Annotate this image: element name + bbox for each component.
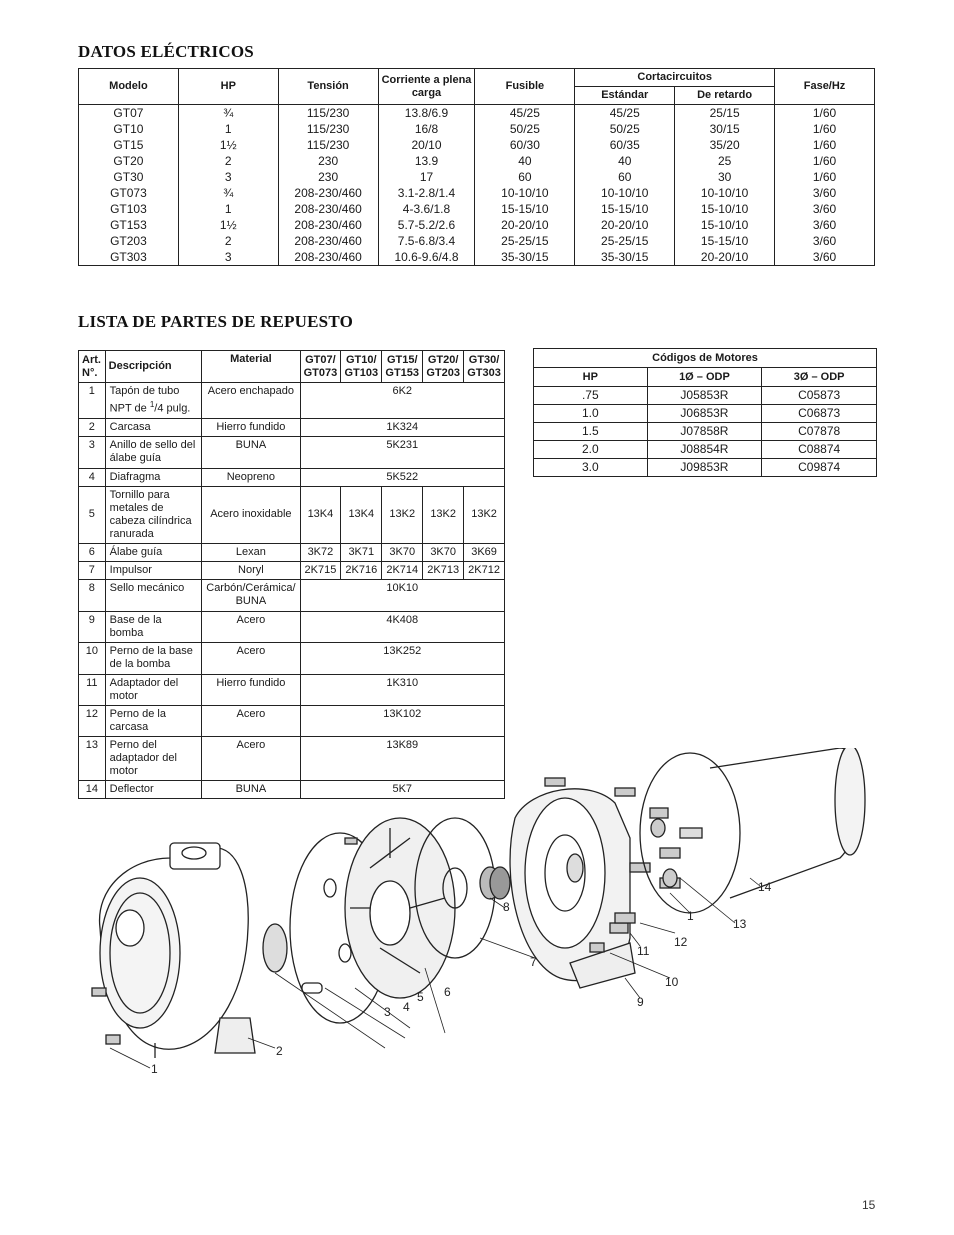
cell: Perno de la carcasa [105,705,202,736]
cell: 15-15/10 [575,201,675,217]
cell: Neopreno [202,468,300,486]
cell: J07858R [647,423,762,441]
cell: Deflector [105,780,202,798]
cell: Hierro fundido [202,674,300,705]
table-row [534,387,877,405]
col-header-hp: HP [178,69,278,105]
cell: C06873 [762,405,877,423]
cell: J06853R [647,405,762,423]
cell: Lexan [202,543,300,561]
cell: 13.9 [378,153,475,169]
cell: 3K69 [464,543,505,561]
cell: 13K102 [300,705,504,736]
cell: 208-230/460 [278,233,378,249]
cell: 17 [378,169,475,185]
cell: 8 [79,579,106,611]
cell: 25/15 [675,105,775,122]
table-row [79,674,505,705]
cell: 1K310 [300,674,504,705]
cell: 3/60 [775,233,875,249]
cell: GT153 [79,217,179,233]
cell: C09874 [762,459,877,477]
callout-14: 14 [758,880,772,894]
parts-list-title: LISTA DE PARTES DE REPUESTO [78,312,353,331]
table-row [534,459,877,477]
table-row [79,249,875,266]
cell: 1 [178,201,278,217]
table-row [79,486,505,543]
cell: 1/60 [775,105,875,122]
cell: Acero enchapado [202,383,300,419]
cell: C07878 [762,423,877,441]
cell: 40 [475,153,575,169]
cell: 4-3.6/1.8 [378,201,475,217]
callout-2: 2 [276,1044,283,1058]
cell: BUNA [202,780,300,798]
cell: 50/25 [575,121,675,137]
callout-1-bolt: 1 [687,909,694,923]
cell: 13 [79,736,106,780]
cell: 35-30/15 [475,249,575,266]
cell: 11 [79,674,106,705]
cell: 1 [79,383,106,419]
cell: 60/35 [575,137,675,153]
motor-codes-table [533,348,877,477]
cell: Acero [202,642,300,674]
cell: Impulsor [105,561,202,579]
col-header-gt15: GT15/ GT153 [382,351,423,383]
cell: 2 [79,418,106,436]
cell: 45/25 [575,105,675,122]
cell: 3/60 [775,249,875,266]
table-row [79,611,505,642]
col-header-phase-hz: Fase/Hz [775,69,875,105]
mechanical-seal-part [480,867,510,899]
cell: 3.0 [534,459,648,477]
cell: 10.6-9.6/4.8 [378,249,475,266]
cell: 1.5 [534,423,648,441]
col-header-model: Modelo [79,69,179,105]
cell: 30 [675,169,775,185]
cell: GT20 [79,153,179,169]
table-row [79,217,875,233]
col-header-single-phase: 1Ø – ODP [647,368,762,387]
cell: 7.5-6.8/3.4 [378,233,475,249]
cell: 13K4 [341,486,382,543]
cell: 60 [475,169,575,185]
col-header-fuse: Fusible [475,69,575,105]
cell: 1½ [178,217,278,233]
callout-1: 1 [151,1062,158,1076]
cell: 2K715 [300,561,341,579]
cell: 2.0 [534,441,648,459]
cell: 5K522 [300,468,504,486]
callout-5: 5 [417,990,424,1004]
cell: GT10 [79,121,179,137]
cell: 3K72 [300,543,341,561]
callout-9: 9 [637,995,644,1009]
cell: 5 [79,486,106,543]
col-header-material: Material [202,351,300,383]
pump-housing-part [100,843,255,1058]
cell: GT073 [79,185,179,201]
cell: Perno del adaptador del motor [105,736,202,780]
cell: .75 [534,387,648,405]
cell: 6K2 [300,383,504,419]
cell: 3 [178,249,278,266]
table-row [79,137,875,153]
cell: Carbón/Cerámica/ BUNA [202,579,300,611]
cell: 230 [278,153,378,169]
cell: 7 [79,561,106,579]
callout-4: 4 [403,1000,410,1014]
fraction-numerator: 1 [149,400,155,409]
cell: BUNA [202,436,300,468]
cell: 230 [278,169,378,185]
cell: 115/230 [278,121,378,137]
col-header-description: Descripción [105,351,202,383]
cell: 3K70 [423,543,464,561]
cell: 5K231 [300,436,504,468]
cell: Carcasa [105,418,202,436]
cell: 15-10/10 [675,217,775,233]
cell: 6 [79,543,106,561]
cell: 2K713 [423,561,464,579]
cell: 10-10/10 [575,185,675,201]
cell: GT203 [79,233,179,249]
cell: 13K2 [464,486,505,543]
cell: 3 [178,169,278,185]
cell: C05873 [762,387,877,405]
cell: 9 [79,611,106,642]
table-row [79,418,505,436]
cell: J05853R [647,387,762,405]
cell: C08874 [762,441,877,459]
cell: 3K71 [341,543,382,561]
cell: Álabe guía [105,543,202,561]
motor-part [680,748,865,898]
page-number: 15 [862,1198,876,1212]
col-header-full-load-current: Corriente a plena carga [378,69,475,105]
cell: Acero [202,705,300,736]
table-row [79,105,875,122]
cell: 13K2 [423,486,464,543]
cell: Base de la bomba [105,611,202,642]
cell: 3K70 [382,543,423,561]
cell: 13K4 [300,486,341,543]
table-row [79,233,875,249]
cell: Acero inoxidable [202,486,300,543]
col-header-gt07: GT07/ GT073 [300,351,341,383]
cell: 60 [575,169,675,185]
col-header-standard: Estándar [575,87,675,105]
cell: 15-15/10 [675,233,775,249]
cell: ¾ [178,105,278,122]
table-row [79,185,875,201]
cell: GT07 [79,105,179,122]
table-row [79,383,505,419]
cell: 13.8/6.9 [378,105,475,122]
table-row [79,561,505,579]
cell: 115/230 [278,105,378,122]
cell: 13K89 [300,736,504,780]
cell: Adaptador del motor [105,674,202,705]
callout-12: 12 [674,935,688,949]
cell: 40 [575,153,675,169]
cell: 4 [79,468,106,486]
cell: 30/15 [675,121,775,137]
cell: Sello mecánico [105,579,202,611]
cell: 3/60 [775,217,875,233]
description-text: /4 pulg. [154,402,191,415]
cell: 2 [178,153,278,169]
cell: 5K7 [300,780,504,798]
cell: 25-25/15 [475,233,575,249]
cell: 35-30/15 [575,249,675,266]
table-row [79,169,875,185]
table-row [79,579,505,611]
cell: 2 [178,233,278,249]
col-header-breakers: Cortacircuitos [575,69,775,87]
electrical-data-table [78,68,875,266]
cell: GT30 [79,169,179,185]
cell: 3/60 [775,201,875,217]
cell: 16/8 [378,121,475,137]
cell: 208-230/460 [278,249,378,266]
callout-10: 10 [665,975,679,989]
table-row [79,201,875,217]
col-header-gt30: GT30/ GT303 [464,351,505,383]
col-header-gt10: GT10/ GT103 [341,351,382,383]
callout-3: 3 [384,1005,391,1019]
pump-exploded-diagram [70,748,870,1088]
cell: 2K714 [382,561,423,579]
cell: Noryl [202,561,300,579]
description-text: Tapón de tubo NPT de [109,385,180,415]
col-header-three-phase: 3Ø – ODP [762,368,877,387]
cell: 10K10 [300,579,504,611]
cell: 20/10 [378,137,475,153]
cell: 1/60 [775,153,875,169]
cell: 208-230/460 [278,217,378,233]
cell: 10-10/10 [475,185,575,201]
table-row [79,705,505,736]
cell: GT103 [79,201,179,217]
cell: 15-15/10 [475,201,575,217]
cell: Perno de la base de la bomba [105,642,202,674]
cell: 50/25 [475,121,575,137]
cell: Hierro fundido [202,418,300,436]
motor-codes-title: Códigos de Motores [534,349,877,368]
callout-13: 13 [733,917,747,931]
cell: 208-230/460 [278,185,378,201]
cell: 13K252 [300,642,504,674]
cell: Anillo de sello del álabe guía [105,436,202,468]
col-header-hp: HP [534,368,648,387]
cell: 35/20 [675,137,775,153]
electrical-data-title: DATOS ELÉCTRICOS [78,42,254,61]
table-row [79,543,505,561]
table-row [79,436,505,468]
cell: 20-20/10 [675,249,775,266]
cell: Diafragma [105,468,202,486]
cell: 3 [79,436,106,468]
cell: 45/25 [475,105,575,122]
cell: GT303 [79,249,179,266]
col-header-delay: De retardo [675,87,775,105]
cell: 13K2 [382,486,423,543]
cell: 1/60 [775,169,875,185]
cell: 2K712 [464,561,505,579]
cell: 15-10/10 [675,201,775,217]
cell: 60/30 [475,137,575,153]
cell: Acero [202,736,300,780]
cell: ¾ [178,185,278,201]
table-row [534,441,877,459]
cell: 14 [79,780,106,798]
table-row [534,423,877,441]
col-header-voltage: Tensión [278,69,378,105]
cell: 1K324 [300,418,504,436]
cell: 2K716 [341,561,382,579]
cell: 25 [675,153,775,169]
table-row [79,468,505,486]
cell: 3.1-2.8/1.4 [378,185,475,201]
cell: 20-20/10 [475,217,575,233]
cell: 1½ [178,137,278,153]
cell: J08854R [647,441,762,459]
cell: 1.0 [534,405,648,423]
cell: 208-230/460 [278,201,378,217]
col-header-art: Art. N°. [79,351,106,383]
cell: 3/60 [775,185,875,201]
cell: 20-20/10 [575,217,675,233]
table-row [79,121,875,137]
callout-7: 7 [530,955,537,969]
parts-list-table [78,350,505,799]
cell: 10 [79,642,106,674]
table-row [79,642,505,674]
cell: 1/60 [775,137,875,153]
cell: 10-10/10 [675,185,775,201]
cell [105,383,202,419]
callout-8: 8 [503,900,510,914]
callout-6: 6 [444,985,451,999]
cell: 1 [178,121,278,137]
col-header-gt20: GT20/ GT203 [423,351,464,383]
cell: Tornillo para metales de cabeza cilíndrica ranurada [105,486,202,543]
cell: 25-25/15 [575,233,675,249]
cell: Acero [202,611,300,642]
table-row [79,153,875,169]
cell: 5.7-5.2/2.6 [378,217,475,233]
cell: J09853R [647,459,762,477]
cell: GT15 [79,137,179,153]
cell: 12 [79,705,106,736]
cell: 115/230 [278,137,378,153]
diffuser-part [345,818,455,998]
cell: 4K408 [300,611,504,642]
cell: 1/60 [775,121,875,137]
table-row [534,405,877,423]
callout-11: 11 [637,944,650,958]
